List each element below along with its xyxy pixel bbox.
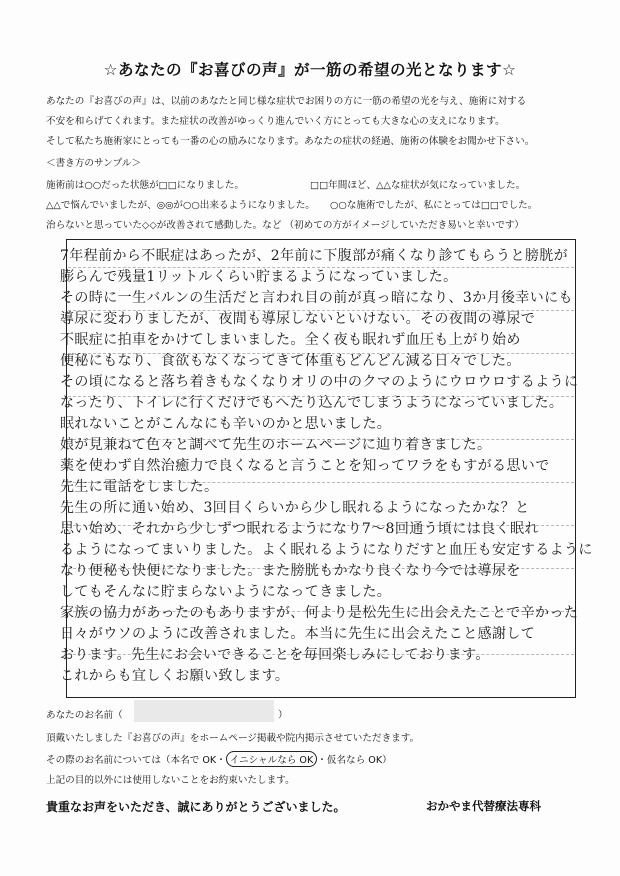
usage-promise: 上記の目的以外には使用しないことをお約束いたします。 [46,775,295,786]
thanks-message: 貴重なお声をいただき、誠にありがとうございました。 [46,800,346,814]
handwritten-line: 便秘にもなり、食欲もなくなってきて体重もどんどん減る日々でした。 [60,353,521,369]
page-title: ☆あなたの『お喜びの声』が一筋の希望の光となります☆ [103,61,517,79]
intro-line: そして私たち施術家にとっても一番の心の励みになります。あなたの症状の経過、施術の体験をお聞かせ下さい。 [46,136,535,147]
handwritten-line: 眠れないことがこんなにも辛いのかと思いました。 [60,416,392,432]
name-close-paren: ） [278,710,288,721]
handwritten-line: 先生に電話をしました。 [60,479,219,495]
handwritten-line: 7年程前から不眠症はあったが、2年前に下腹部が痛くなり診てもらうと膀胱が [60,248,569,264]
sample-row1-left: 施術前は○○だった状態が□□になりました。 [46,180,244,191]
name-policy-suffix: ・仮名なら OK） [317,755,392,766]
name-field-redacted [134,700,274,722]
handwritten-line: なり便秘も快便になりました。また膀胱もかなり良くなり今では導尿を [60,563,521,579]
name-label: あなたのお名前（ [46,710,123,721]
consent-text: 頂戴いたしました『お喜びの声』をホームページ掲載や院内掲示させていただきます。 [46,733,420,744]
handwritten-line: 導尿に変わりましたが、夜間も導尿しないといけない。その夜間の導尿で [60,311,536,327]
sample-row2-right: ○○な施術でしたが、私にとっては□□でした。 [330,200,538,211]
intro-line: あなたの『お喜びの声』は、以前のあなたと同じ様な症状でお困りの方に一筋の希望の光を与え、施術に対する [46,96,527,107]
name-policy-prefix: その際のお名前については（本名で OK・ [46,755,226,766]
handwritten-line: 思い始め、それから少しずつ眠れるようになり7〜8回通う頃には良く眠れ [60,521,539,537]
handwritten-line: 日々がウソのように改善されました。本当に先生に出会えたこと感謝して [60,626,536,642]
handwritten-line: なったり、トイレに行くだけでもへたり込んでしまうようになっていました。 [60,395,564,411]
name-policy [46,751,392,767]
name-policy-selected-option: イニシャルなら OK [226,751,317,767]
sample-row1-right: □□年間ほど、△△な症状が気になっていました。 [310,180,526,191]
handwritten-line: その時に一生バルンの生活だと言われ目の前が真っ暗になり、3か月後幸いにも [60,290,573,306]
handwritten-line: 先生の所に通い始め、3回目くらいから少し眠れるようになったかな？と [60,500,530,516]
sample-row2-left: △△で悩んでいましたが、◎◎が○○出来るようになりました。 [46,200,315,211]
sample-row3: 治らないと思っていた◇◇が改善されて感動した。など （初めての方がイメージしていただき易いと幸いです） [46,220,525,231]
handwritten-line: 家族の協力があったのもありますが、何より是松先生に出会えたことで辛かった [60,605,579,621]
handwritten-line: るようになってまいりました。よく眠れるようになりだすと血圧も安定するように [60,542,593,558]
sample-heading: ＜書き方のサンプル＞ [46,158,142,169]
handwritten-line: その頃になると落ち着きもなくなりオリの中のクマのようにウロウロするように [60,374,579,390]
handwritten-line: してもそんなに貯まらないようになってきました。 [60,584,392,600]
intro-line: 不安を和らげてくれます。また症状の改善がゆっくり進んでいく方にとっても大きな心の支えになります。 [46,116,505,127]
handwritten-line: 膨らんで残量1リットルくらい貯まるようになっていました。 [60,269,458,285]
handwritten-line: 薬を使わず自然治癒力で良くなると言うことを知ってワラをもすがる思いで [60,458,550,474]
handwritten-line: これからも宜しくお願い致します。 [60,668,290,684]
handwritten-line: おります。先生にお会いできることを毎回楽しみにしております。 [60,647,490,663]
handwritten-line: 娘が見兼ねて色々と調べて先生のホームページに辿り着きました。 [60,437,492,453]
clinic-name: おかやま代替療法専科 [426,799,541,813]
handwritten-line: 不眠症に拍車をかけてしまいました。全く夜も眠れず血圧も上がり始め [60,332,521,348]
